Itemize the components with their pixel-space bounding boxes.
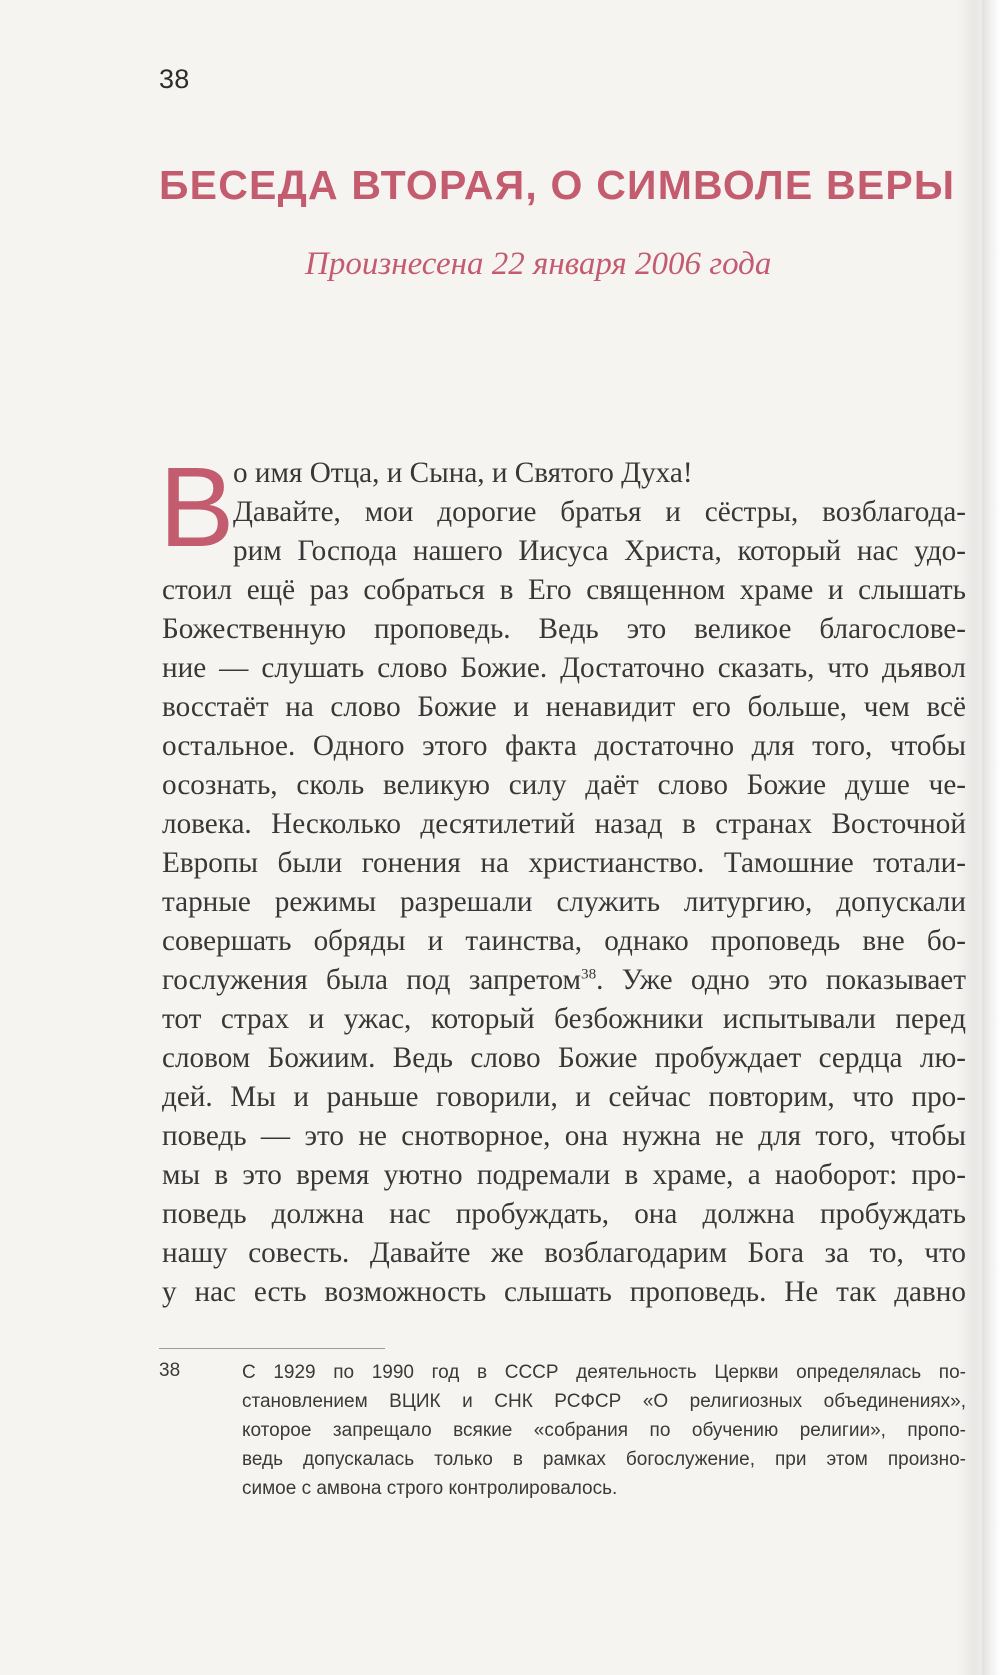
body-line: тот страх и ужас, который безбожники испытывали перед <box>162 1003 966 1035</box>
body-line: ловека. Несколько десятилетий назад в странах Восточной <box>162 808 966 840</box>
body-line: нашу совесть. Давайте же возблагодарим Бога за то, что <box>162 1237 966 1269</box>
drop-cap-letter: В <box>159 444 235 570</box>
footnote-number: 38 <box>159 1360 181 1381</box>
body-line: у нас есть возможность слышать проповедь. Не так давно <box>162 1276 966 1308</box>
chapter-title: БЕСЕДА ВТОРАЯ, О СИМВОЛЕ ВЕРЫ <box>159 162 956 208</box>
page-number: 38 <box>159 64 190 94</box>
body-line: словом Божиим. Ведь слово Божие пробуждает сердца лю- <box>162 1042 966 1074</box>
body-line: дей. Мы и раньше говорили, и сейчас повторим, что про- <box>162 1081 966 1113</box>
body-line: остальное. Одного этого факта достаточно для того, чтобы <box>162 730 966 762</box>
body-line: совершать обряды и таинства, однако проповедь вне бо- <box>162 925 966 957</box>
body-line: поведь должна нас пробуждать, она должна пробуждать <box>162 1198 966 1230</box>
footnote-text <box>242 1358 966 1503</box>
body-line: Европы были гонения на христианство. Тамошние тотали- <box>162 847 966 879</box>
footnote-line: которое запрещало всякие «собрания по обучению религии», пропо- <box>242 1420 966 1441</box>
body-line-part: . Уже одно это показывает <box>596 964 966 996</box>
body-line: тарные режимы разрешали служить литургию, допускали <box>162 886 966 918</box>
footnote-divider <box>159 1348 385 1349</box>
body-line: Божественную проповедь. Ведь это великое благослове- <box>162 613 966 645</box>
body-line: о имя Отца, и Сына, и Святого Духа! <box>233 457 693 489</box>
footnote-reference-38[interactable]: 38 <box>581 965 597 983</box>
footnote-line: симое с амвона строго контролировалось. <box>242 1478 618 1499</box>
body-line: мы в это время уютно подремали в храме, а наоборот: про- <box>162 1159 966 1191</box>
body-line: Давайте, мои дорогие братья и сёстры, возблагода- <box>233 496 966 528</box>
body-line-part: гослужения была под запретом <box>162 964 581 996</box>
footnote-line: становлением ВЦИК и СНК РСФСР «О религиозных объединениях», <box>242 1391 966 1412</box>
footnote-line: С 1929 по 1990 год в СССР деятельность Церкви определялась по- <box>242 1362 966 1383</box>
page-edge-shadow <box>982 0 1000 1675</box>
body-line: поведь — это не снотворное, она нужна не для того, чтобы <box>162 1120 966 1152</box>
body-line: восстаёт на слово Божие и ненавидит его больше, чем всё <box>162 691 966 723</box>
body-line: стоил ещё раз собраться в Его священном храме и слышать <box>162 574 966 606</box>
body-line: осознать, сколь великую силу даёт слово Божие душе че- <box>162 769 966 801</box>
body-line: ние — слушать слово Божие. Достаточно сказать, что дьявол <box>162 652 966 684</box>
body-line: рим Господа нашего Иисуса Христа, который нас удо- <box>233 535 966 567</box>
footnote-line: ведь допускалась только в рамках богослужение, при этом произно- <box>242 1449 966 1470</box>
body-line-with-footnote-ref <box>162 961 966 1000</box>
chapter-subtitle: Произнесена 22 января 2006 года <box>305 246 772 282</box>
body-text <box>162 454 966 1312</box>
